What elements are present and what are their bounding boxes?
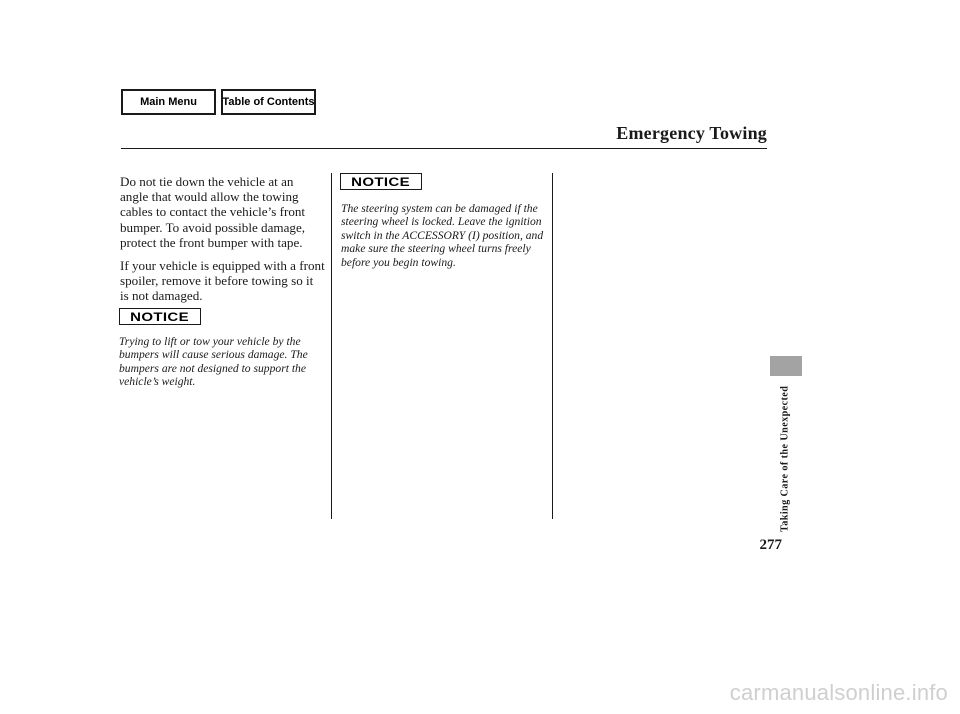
notice-badge-steering	[340, 173, 422, 190]
column-divider-right	[552, 173, 553, 519]
body-paragraph-tie-down: Do not tie down the vehicle at an angle that would allow the towing cables to contact the vehicle’s front bumper. To avoid possible damage, protect the front bumper with tape.	[120, 174, 306, 250]
table-of-contents-button[interactable]: Table of Contents	[221, 89, 316, 115]
notice-label: NOTICE	[351, 174, 411, 189]
header-divider	[121, 148, 767, 149]
page-number: 277	[759, 537, 782, 553]
watermark: carmanualsonline.info	[729, 680, 948, 705]
page-title: Emergency Towing	[616, 123, 767, 143]
notice-text-bumper: Trying to lift or tow your vehicle by the bumpers will cause serious damage. The bumpers are not designed to support the vehicle’s weight.	[119, 335, 308, 389]
section-side-label: Taking Care of the Unexpected	[779, 385, 791, 532]
body-paragraph-front-spoiler: If your vehicle is equipped with a front spoiler, remove it before towing so it is not damaged.	[120, 258, 325, 304]
notice-label: NOTICE	[130, 309, 190, 324]
column-divider-left	[331, 173, 332, 519]
main-menu-button[interactable]: Main Menu	[121, 89, 216, 115]
notice-badge-bumper	[119, 308, 201, 325]
notice-text-steering: The steering system can be damaged if the steering wheel is locked. Leave the ignition switch in the ACCESSORY (I) position, and make sure the steering wheel turns freely before you begin towing.	[341, 202, 544, 269]
section-tab-marker	[770, 356, 802, 376]
